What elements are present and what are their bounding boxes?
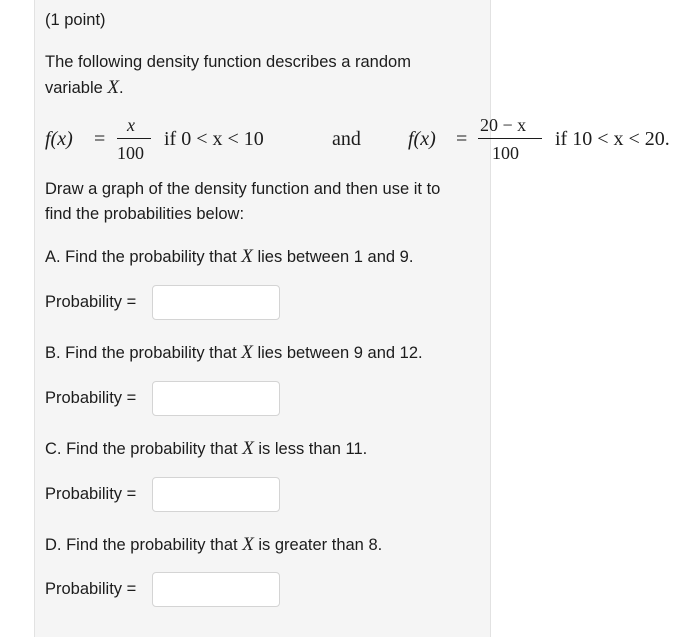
variable-x: X <box>107 77 119 98</box>
formula-denominator-1: 100 <box>117 143 144 163</box>
question-c <box>45 439 367 458</box>
probability-input-c[interactable] <box>152 477 280 512</box>
probability-label-a: Probability = <box>45 293 137 311</box>
intro-line-2-suffix: . <box>118 79 124 97</box>
question-a-suffix: lies between 1 and 9. <box>252 248 414 266</box>
question-a <box>45 247 413 266</box>
formula-connector: and <box>332 128 361 150</box>
probability-label-d: Probability = <box>45 580 137 598</box>
intro-line-1: The following density function describes a random <box>45 53 411 71</box>
question-d-prefix: D. Find the probability that <box>45 536 243 554</box>
question-b <box>45 343 423 362</box>
intro-line-2 <box>45 78 124 97</box>
formula-numerator-2: 20 − x <box>480 115 527 135</box>
fraction-bar-2 <box>478 138 542 139</box>
instructions-line-1: Draw a graph of the density function and then use it to <box>45 180 441 198</box>
points-label: (1 point) <box>45 11 106 29</box>
probability-input-d[interactable] <box>152 572 280 607</box>
question-d-suffix: is greater than 8. <box>253 536 383 554</box>
probability-input-b[interactable] <box>152 381 280 416</box>
formula-lhs-2: f(x) <box>408 128 436 150</box>
formula-equals-1: = <box>94 128 106 150</box>
fraction-bar-1 <box>117 138 151 139</box>
question-c-variable: X <box>242 438 254 459</box>
question-b-variable: X <box>241 342 253 363</box>
probability-label-b: Probability = <box>45 389 137 407</box>
question-d-variable: X <box>242 534 254 555</box>
formula-condition-2: if 10 < x < 20. <box>555 128 670 150</box>
probability-input-a[interactable] <box>152 285 280 320</box>
probability-label-c: Probability = <box>45 485 137 503</box>
formula-lhs-1: f(x) <box>45 128 73 150</box>
question-b-suffix: lies between 9 and 12. <box>252 344 423 362</box>
formula-equals-2: = <box>456 128 468 150</box>
instructions-line-2: find the probabilities below: <box>45 205 245 223</box>
question-a-variable: X <box>241 246 253 267</box>
question-b-prefix: B. Find the probability that <box>45 344 242 362</box>
question-c-suffix: is less than 11. <box>253 440 368 458</box>
question-c-prefix: C. Find the probability that <box>45 440 243 458</box>
question-d <box>45 535 382 554</box>
formula-numerator-1: x <box>127 115 135 135</box>
question-a-prefix: A. Find the probability that <box>45 248 242 266</box>
intro-line-2-prefix: variable <box>45 79 108 97</box>
formula-condition-1: if 0 < x < 10 <box>164 128 264 150</box>
formula-denominator-2: 100 <box>492 143 519 163</box>
